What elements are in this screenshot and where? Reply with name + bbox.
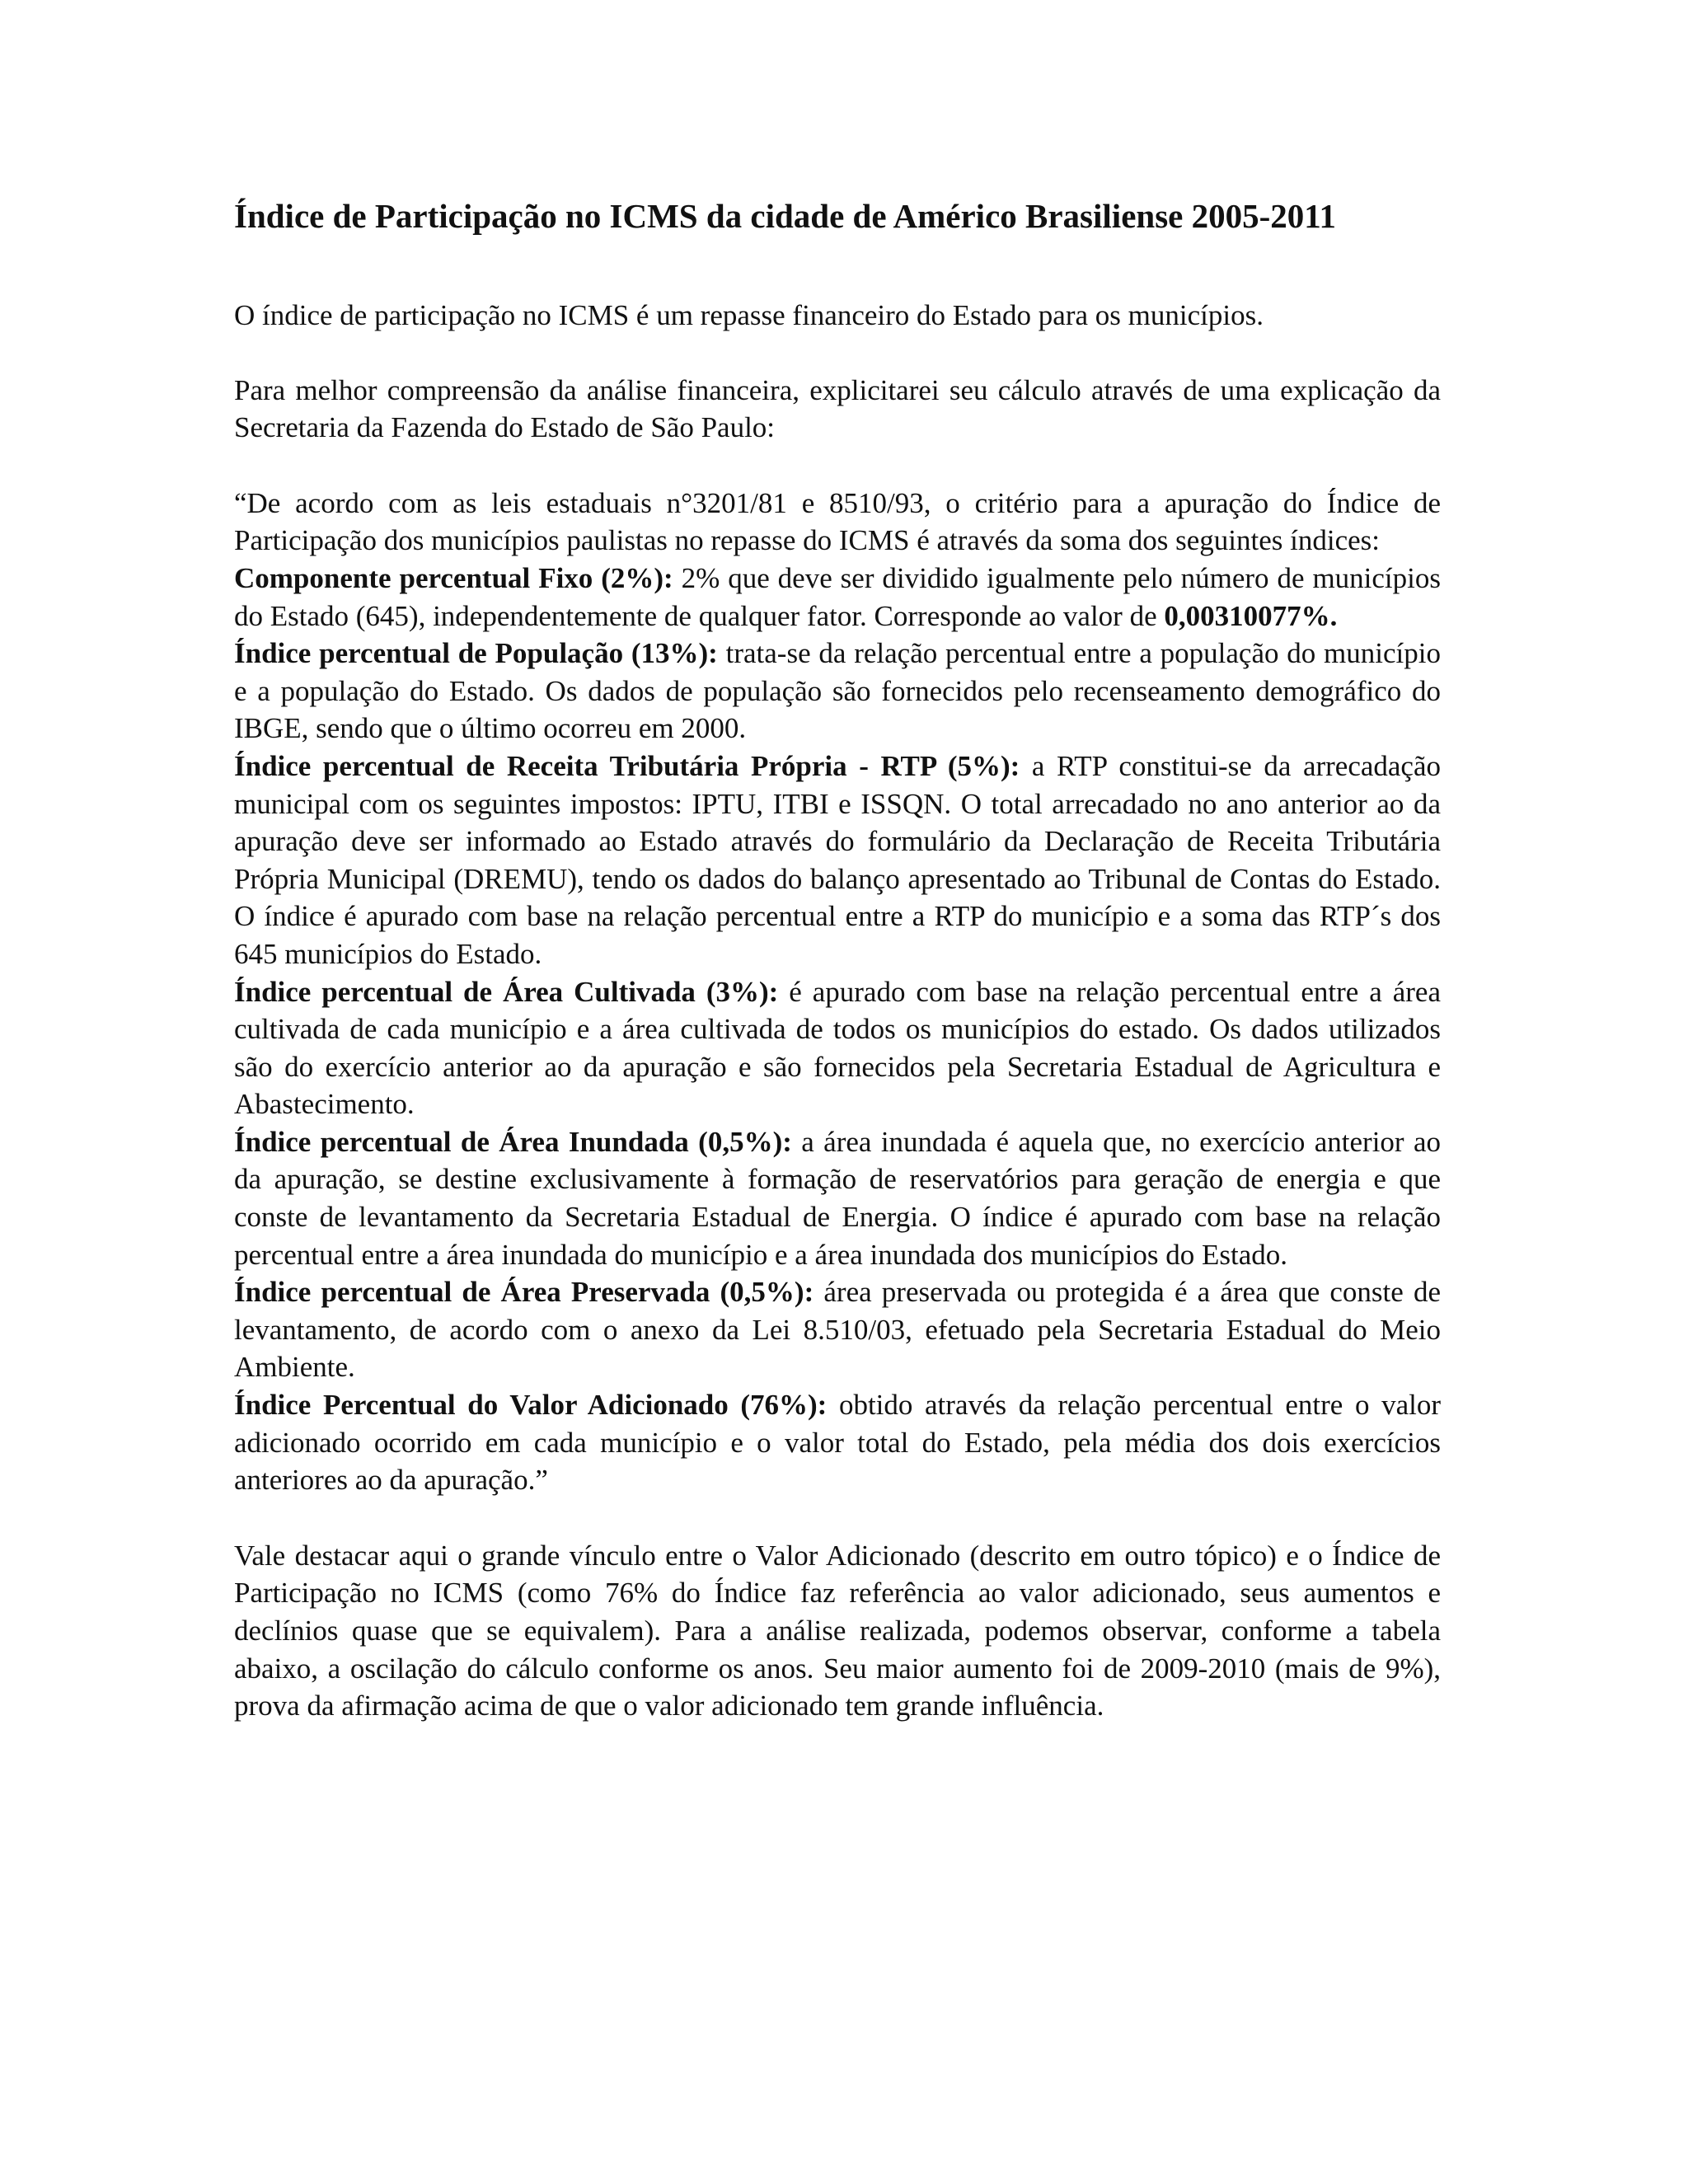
criterion-population [234,635,1441,748]
criterion-preserved-area [234,1273,1441,1386]
criterion-label: Índice Percentual do Valor Adicionado (76%): [234,1389,828,1422]
criterion-label: Índice percentual de Área Preservada (0,5%): [234,1276,814,1309]
criterion-label: Índice percentual de Receita Tributária Própria - RTP (5%): [234,749,1020,782]
quote-intro-paragraph: “De acordo com as leis estaduais n°3201/81 e 8510/93, o critério para a apuração do Índice de Participação dos municípios paulistas no repasse do ICMS é através da soma dos seguintes índices: [234,486,1441,557]
criterion-text: a RTP constitui-se da arrecadação municipal com os seguintes impostos: IPTU, ITBI e ISSQN. O total arrecadado no ano anterior ao da apuração deve ser informado ao Estado através do formulário da Declaração de Receita Tributária Própria Municipal (DREMU), tendo os dados do balanço apresentado ao Tribunal de Contas do Estado. O índice é apurado com base na relação percentual entre a RTP do município e a soma das RTP´s dos 645 municípios do Estado. [234,749,1441,970]
criterion-label: Índice percentual de População (13%): [234,637,718,670]
criterion-added-value [234,1386,1441,1499]
criterion-text: a área inundada é aquela que, no exercício anterior ao da apuração, se destine exclusivamente à formação de reservatórios para geração de energia e que conste de levantamento da Secretaria Estadual de Energia. O índice é apurado com base na relação percentual entre a área inundada do município e a área inundada dos municípios do Estado. [234,1125,1441,1271]
criterion-fixed [234,560,1441,635]
criterion-text: área preservada ou protegida é a área que conste de levantamento, de acordo com o anexo da Lei 8.510/03, efetuado pela Secretaria Estadual do Meio Ambiente. [234,1276,1441,1384]
criterion-cultivated-area [234,973,1441,1123]
criterion-flooded-area [234,1123,1441,1273]
criterion-label: Índice percentual de Área Inundada (0,5%): [234,1125,792,1158]
criterion-text: é apurado com base na relação percentual entre a área cultivada de cada município e a área cultivada de todos os municípios do estado. Os dados utilizados são do exercício anterior ao da apuração e são fornecidos pela Secretaria Estadual de Agricultura e Abastecimento. [234,975,1441,1121]
method-paragraph: Para melhor compreensão da análise financeira, explicitarei seu cálculo através de uma explicação da Secretaria da Fazenda do Estado de São Paulo: [234,373,1441,444]
criterion-value: 0,00310077%. [1164,599,1338,632]
criterion-text: trata-se da relação percentual entre a população do município e a população do Estado. Os dados de população são fornecidos pelo recenseamento demográfico do IBGE, sendo que o último ocorreu em 2000. [234,637,1441,745]
intro-paragraph: O índice de participação no ICMS é um repasse financeiro do Estado para os municípios. [234,299,1264,331]
criterion-text: 2% que deve ser dividido igualmente pelo número de municípios do Estado (645), independentemente de qualquer fator. Corresponde ao valor de [234,561,1441,632]
document-page [234,191,1441,1725]
criterion-label: Componente percentual Fixo (2%): [234,561,673,594]
page-title: Índice de Participação no ICMS da cidade de Américo Brasiliense 2005-2011 [234,197,1336,235]
criterion-rtp [234,748,1441,973]
criterion-text: obtido através da relação percentual entre o valor adicionado ocorrido em cada município e o valor total do Estado, pela média dos dois exercícios anteriores ao da apuração.” [234,1389,1441,1497]
conclusion-paragraph: Vale destacar aqui o grande vínculo entre o Valor Adicionado (descrito em outro tópico) e o Índice de Participação no ICMS (como 76% do Índice faz referência ao valor adicionado, seus aumentos e declínios quase que se equivalem). Para a análise realizada, podemos observar, conforme a tabela abaixo, a oscilação do cálculo conforme os anos. Seu maior aumento foi de 2009-2010 (mais de 9%), prova da afirmação acima de que o valor adicionado tem grande influência. [234,1539,1441,1722]
criterion-label: Índice percentual de Área Cultivada (3%): [234,975,779,1008]
